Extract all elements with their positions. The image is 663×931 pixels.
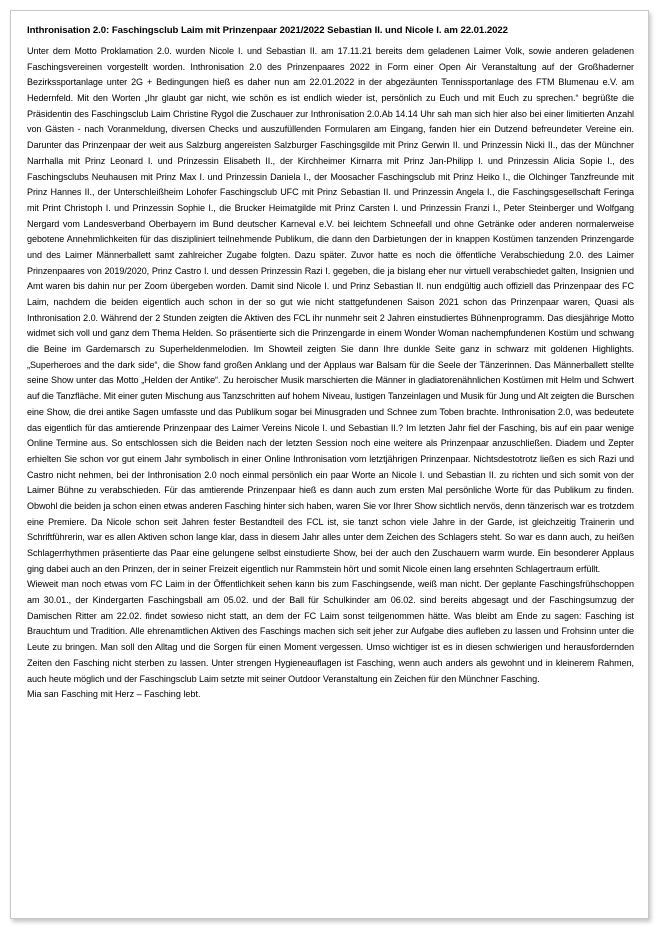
document-page [10, 10, 649, 919]
body-paragraph-2: Wieweit man noch etwas vom FC Laim in der Öffentlichkeit sehen kann bis zum Faschingsende, weiß man nicht. Der geplante Faschingsfrühschoppen am 30.01., der Kindergarten Faschingsball am 05.02. und der Ball für Schulkinder am 06.02. sind bereits abgesagt und der Faschingsumzug der Damischen Ritter am 22.02. findet sowieso nicht statt, an dem der FC Laim sonst teilgenommen hätte. Was bleibt am Ende zu sagen: Fasching ist Brauchtum und Tradition. Alle ehrenamtlichen Aktiven des Faschings machen sich seit jeher zur Aufgabe dies aufleben zu lassen und Frohsinn unter die Leute zu bringen. Man soll den Alltag und die Sorgen für einen Moment vergessen. Umso wichtiger ist es in diesen schwierigen und herausfordernden Zeiten den Fasching nicht sterben zu lassen. Unter strengen Hygieneauflagen ist Fasching, wenn auch anders als gewohnt und in kleinerem Rahmen, auch heute möglich und der Faschingsclub Laim setzte mit seiner Outdoor Veranstaltung ein Zeichen für den Münchner Fasching. [27, 579, 634, 684]
closing-line: Mia san Fasching mit Herz – Fasching lebt. [27, 689, 201, 700]
body-paragraph-1: Unter dem Motto Proklamation 2.0. wurden Nicole I. und Sebastian II. am 17.11.21 bereits dem geladenen Laimer Volk, sowie anderen geladenen Faschingsvereinen vorgestellt worden. Inthronisation 2.0 des Prinzenpaares 2022 in Form einer Open Air Veranstaltung auf der Großhaderner Bezirkssportanlage unter 2G + Bedingungen hieß es daher nun am 22.01.2022 in der abgezäunten Tennissportanlage des FTM Blumenau e.V. am Hedernfeld. Mit den Worten „Ihr glaubt gar nicht, wie schön es ist endlich wieder ist, persönlich zu Euch und mit Euch zu sprechen.“ begrüßte die Präsidentin des Faschingsclub Laim Christine Rygol die Zuschauer zur Inthronisation 2.0.Ab 14.14 Uhr sah man sich hier also bei einer limitierten Anzahl von Gästen - nach Voranmeldung, diversen Checks und auszufüllenden Formularen am Eingang, fanden hier ein Dutzend befreundeter Vereine ein. Darunter das Prinzenpaar der weit aus Salzburg angereisten Salzburger Faschingsgilde mit Prinz Gerwin II. und Prinzessin Nicki II., das der Münchner Narrhalla mit Prinz Leonard I. und Prinzessin Elisabeth II., der Kirchheimer Kirnarra mit Prinz Jan-Philipp I. und Prinzessin Alicia Sopie I., des Faschingsclubs Neuhausen mit Prinz Max I. und Prinzessin Daniela I., der Moosacher Faschingsclub mit Prinz Heiko I., die Olchinger Tanzfreunde mit Prinz Hannes II., der Unterschleißheim Lohofer Faschingsclub UFC mit Prinz Sebastian II. und Prinzessin Angela I., die Faschingsgesellschaft Feringa mit Print Christoph I. und Prinzessin Sophie I., die Brucker Heimatgilde mit Prinz Carsten I. und Prinzessin Franzi I., Peter Steinberger und Wolfgang Nergard vom Landesverband Oberbayern im Bund deutscher Karneval e.V. bei leichtem Schneefall und ohne Getränke oder anderen normalerweise gebotene Annehmlichkeiten für das diszipliniert teilnehmende Publikum, die dann den Darbietungen der in knappen Kostümen tanzenden Prinzengarde und des Laimer Männerballett samt zahlreicher Zugabe folgten. Dazu später. Zuvor hatte es noch die öffentliche Verabschiedung 2.0. des Laimer Prinzenpaares von 2019/2020, Prinz Castro I. und dessen Prinzessin Razi I. gegeben, die ja bislang eher nur virtuell verabschiedet galten, Insignien und Amt waren bis dahin nur per Zoom übergeben worden. Damit sind Nicole I. und Prinz Sebastian II. nun endgültig auch offiziell das Prinzenpaar des FC Laim, nachdem die beiden eigentlich auch schon in der so gut wie nicht stattgefundenen Saison 2021 schon das Prinzenpaar waren, Quasi als Inthronisation 2.0. Während der 2 Stunden zeigten die Aktiven des FCL ihr nunmehr seit 2 Jahren einstudiertes Bühnenprogramm. Das diesjährige Motto widmet sich voll und ganz dem Thema Helden. So präsentierte sich die Prinzengarde in einem Wonder Woman nachempfundenen Kostüm und schwang die Beine im Gardemarsch zu Superheldenmelodien. Im Showteil zeigten Sie dann Ihre dunkle Seite ganz in schwarz mit goldenen Highlights. „Superheroes and the dark side“, die Show fand großen Anklang und der Applaus war Balsam für die Seele der Tänzerinnen. Das Männerballett stellte seine Show unter das Motto „Helden der Antike“. Zu heroischer Musik marschierten die Männer in gladiatorenähnlichen Kostümen mit Helm und Schwert auf die Tanzfläche. Mit einer guten Mischung aus Tanzschritten auf hohem Niveau, lustigen Tanzeinlagen und Musik für Jung und Alt zeigten die Burschen eine Show, die drei antike Sagen umfasste und das Publikum sogar bei Minusgraden und Schnee zum Toben brachte. Inthronisation 2.0, was bedeutete das eigentlich für das amtierende Prinzenpaar des Laimer Vereins Nicole I. und Sebastian II.? Im letzten Jahr fiel der Fasching, bis auf ein paar wenige Online Termine aus. So entschlossen sich die Beiden nach der letzten Session noch eine weitere als Prinzenpaar anzuschließen. Diadem und Zepter erhielten Sie schon vor gut einem Jahr symbolisch in einer Online Inthronisation vom letztjährigen Prinzenpaar. Nichtsdestotrotz ließen es sich Razi und Castro nicht nehmen, bei der Inthronisation 2.0 noch einmal persönlich ein paar Worte an Nicole I. und Sebastian II. zu richten und sich somit von der Laimer Bühne zu verabschieden. Für das amtierende Prinzenpaar hieß es dann auch zum ersten Mal persönliche Worte für das Publikum zu finden. Obwohl die beiden ja schon einen etwas anderen Fasching hinter sich haben, waren Sie vor Ihrer Show sichtlich nervös, denn tänzerisch war es trotzdem eine Premiere. Da Nicole schon seit Jahren fester Bestandteil des FCL ist, sie tanzt schon viele Jahre in der Garde, ist gleichzeitig Trainerin und Schriftführerin, war es allen Aktiven schon lange klar, dass in diesem Jahr alles unter dem Zeichen des Schlagers steht. So war es dann auch, zu heißen Schlagerrhythmen präsentierte das Paar eine gelungene selbst einstudierte Show, bei der auch den Zuschauern warm wurde. Ein besonderer Applaus ging dabei auch an den Prinzen, der in seiner Freizeit eigentlich nur Rammstein hört und somit Nicole einen lang ersehnten Schlagertraum erfüllt. [27, 46, 634, 574]
document-title: Inthronisation 2.0: Faschingsclub Laim mit Prinzenpaar 2021/2022 Sebastian II. und Nicole I. am 22.01.2022 [27, 25, 508, 36]
